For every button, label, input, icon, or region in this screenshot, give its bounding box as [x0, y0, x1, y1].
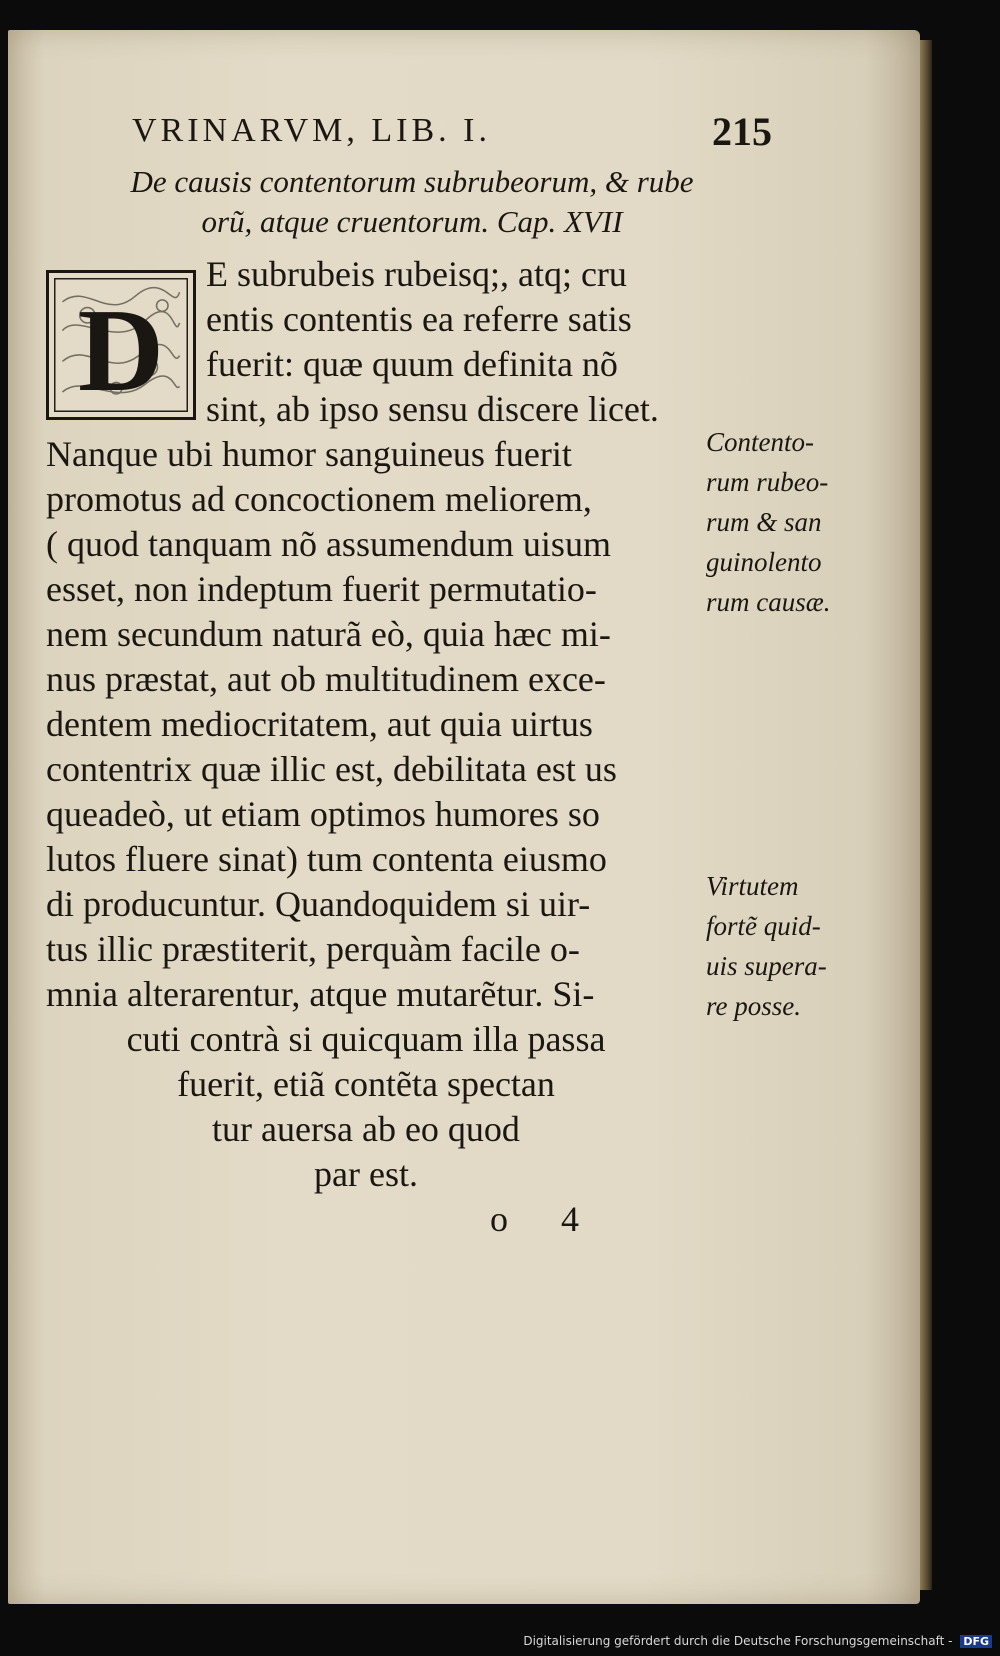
- body-line: E subrubeis rubeisq;, atq; cru: [206, 254, 627, 294]
- marginal-note-causes: [706, 422, 876, 622]
- signature-mark: o 4: [490, 1199, 601, 1239]
- body-line: mnia alterarentur, atque mutarẽtur. Si-: [46, 974, 595, 1014]
- running-title: VRINARVM, LIB. I.: [132, 112, 491, 149]
- marginal-note-virtue: [706, 866, 876, 1026]
- body-line: dentem mediocritatem, aut quia uirtus: [46, 704, 593, 744]
- body-line: Nanque ubi humor sanguineus fuerit: [46, 434, 572, 474]
- body-line: sint, ab ipso sensu discere licet.: [206, 389, 659, 429]
- body-line: nus præstat, aut ob multitudinem exce-: [46, 659, 606, 699]
- initial-letter: D: [78, 284, 164, 417]
- page-number: 215: [712, 109, 772, 154]
- footer-credit-text: Digitalisierung gefördert durch die Deutsche Forschungsgemeinschaft -: [523, 1634, 953, 1648]
- body-line: fuerit: quæ quum definita nõ: [206, 344, 618, 384]
- marginal-line: fortẽ quid-: [706, 911, 821, 941]
- body-line: fuerit, etiã contẽta spectan: [177, 1064, 555, 1104]
- decorated-initial-graphic: [49, 273, 193, 417]
- body-line: tur auersa ab eo quod: [212, 1109, 520, 1149]
- body-line: contentrix quæ illic est, debilitata est us: [46, 749, 617, 789]
- page-header: [132, 109, 772, 156]
- decorated-initial: [46, 270, 196, 420]
- dfg-logo: DFG: [960, 1635, 992, 1648]
- marginal-line: rum rubeo-: [706, 467, 829, 497]
- body-line: esset, non indeptum fuerit permutatio-: [46, 569, 597, 609]
- body-line: nem secundum naturã eò, quia hæc mi-: [46, 614, 611, 654]
- body-line: entis contentis ea referre satis: [206, 299, 632, 339]
- body-line: cuti contrà si quicquam illa passa: [126, 1019, 606, 1059]
- marginal-line: guinolento: [706, 547, 822, 577]
- chapter-heading: [92, 162, 732, 242]
- page-edge: [920, 40, 932, 1590]
- body-line: par est.: [314, 1154, 418, 1194]
- body-line: queadeò, ut etiam optimos humores so: [46, 794, 600, 834]
- body-line: ( quod tanquam nõ assumendum uisum: [46, 524, 611, 564]
- marginal-line: uis supera-: [706, 951, 827, 981]
- body-line: promotus ad concoctionem meliorem,: [46, 479, 592, 519]
- marginal-line: rum & san: [706, 507, 822, 537]
- body-line: lutos fluere sinat) tum contenta eiusmo: [46, 839, 607, 879]
- marginal-line: Contento-: [706, 427, 814, 457]
- marginal-line: re posse.: [706, 991, 801, 1021]
- body-line: di producuntur. Quandoquidem si uir-: [46, 884, 591, 924]
- body-line: tus illic præstiterit, perquàm facile o-: [46, 929, 580, 969]
- marginal-line: rum causæ.: [706, 587, 831, 617]
- chapter-heading-line-2: orũ, atque cruentorum. Cap. XVII: [201, 204, 623, 239]
- chapter-heading-line-1: De causis contentorum subrubeorum, & rube: [130, 164, 694, 199]
- footer-credit: [523, 1634, 992, 1652]
- marginal-line: Virtutem: [706, 871, 799, 901]
